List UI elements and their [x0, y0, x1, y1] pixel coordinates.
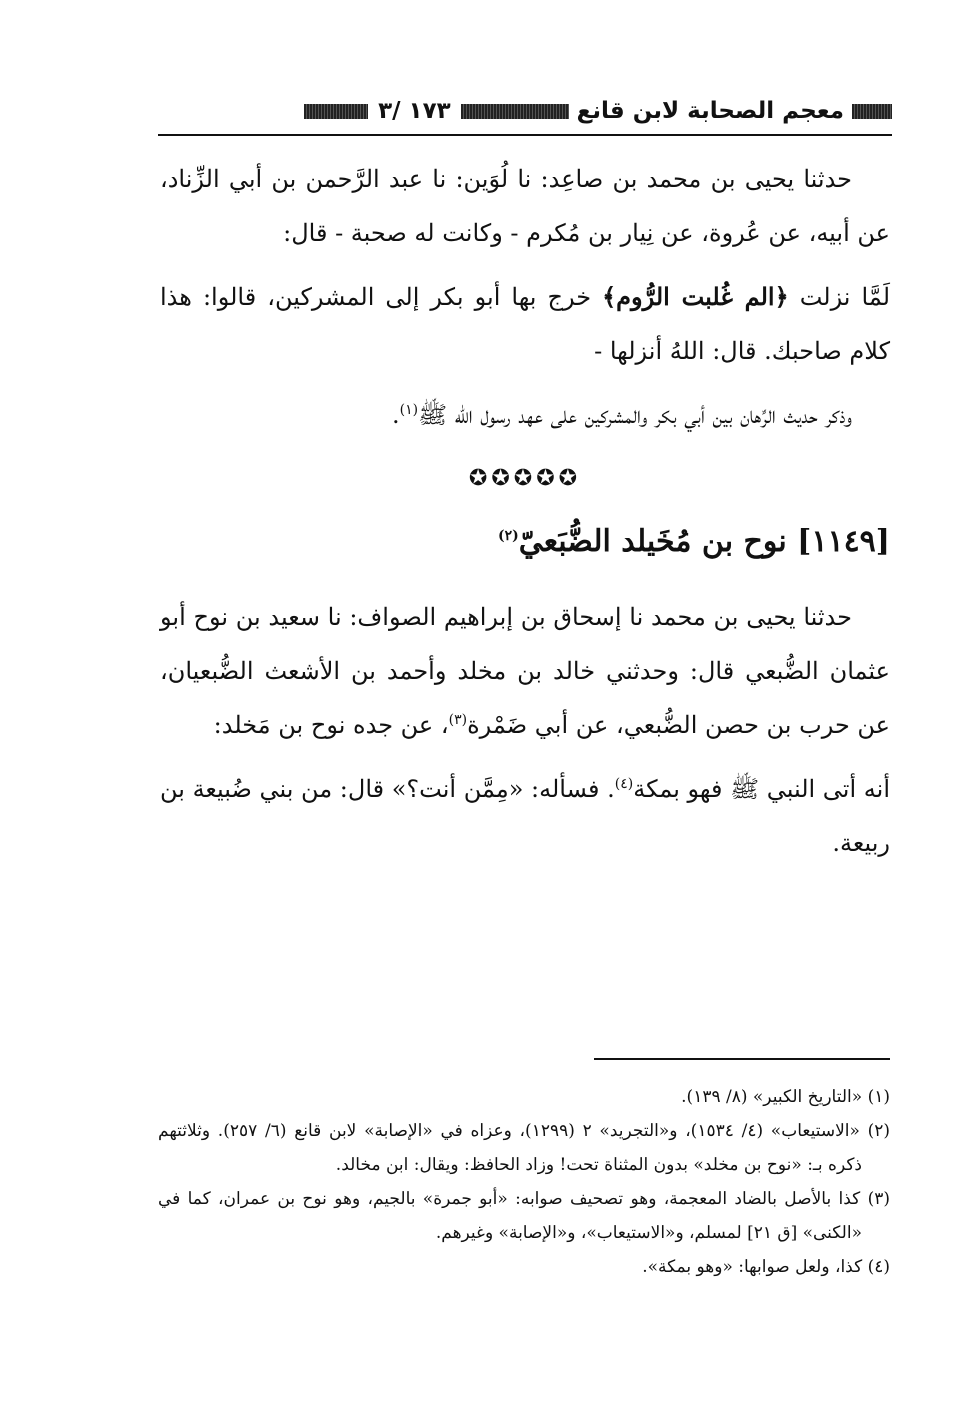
- header-ornament-bar: [461, 104, 569, 119]
- section-separator: ✪✪✪✪✪: [468, 466, 582, 491]
- footnote-rule: [594, 1058, 890, 1060]
- header-ornament-bar: [304, 104, 368, 119]
- paragraph-text: حدثنا يحيى بن محمد بن صاعِد: نا لُوَين: نا عبد الرَّحمن بن أبي الزِّناد، عن أبيه، عن عُروة، عن نِيار بن مُكرم - وكانت له صحبة - قال:: [160, 165, 890, 247]
- hadith-paragraph: [160, 762, 890, 870]
- hadith-paragraph: [160, 270, 890, 378]
- entry-title: [١١٤٩] نوح بن مُخَيلد الضُّبَعيّ: [518, 524, 890, 559]
- footnote-ref: (١): [399, 402, 419, 418]
- paragraph-text: .: [391, 401, 400, 429]
- paragraph-text: خرج بها أبو بكر إلى المشركين، قالوا: هذا كلام صاحبك. قال: اللهُ أنزلها -: [160, 283, 890, 365]
- header-ornament-bar: [852, 104, 892, 119]
- paragraph-text: حدثنا يحيى بن محمد نا إسحاق بن إبراهيم الصواف: نا سعيد بن نوح أبو عثمان الضُّبعي قال: وحدثني خالد بن مخلد وأحمد بن الأشعث الضُّبعيان، عن حرب بن حصن الضُّبعي، عن أبي ضَمْرة: [160, 603, 890, 739]
- footnotes: [158, 1080, 890, 1284]
- paragraph-text: لَمَّا نزلت: [799, 283, 891, 311]
- footnote: (٢) «الاستيعاب» (٤/ ١٥٣٤)، و«التجريد» ٢ (١٢٩٩)، وعزاه في «الإصابة» لابن قانع (٦/ ٢٥٧). وثلاثتهم ذكره بـ: «نوح بن مخلد» بدون المثناة تحت! وزاد الحافظ: ويقال: ابن مخالد.: [158, 1121, 891, 1175]
- footnote-ref: (٢): [498, 528, 519, 544]
- footnote: (٤) كذا، ولعل صوابها: «وهو بمكة».: [642, 1257, 890, 1277]
- header-rule: [158, 134, 892, 136]
- entry-heading: [160, 512, 890, 572]
- paragraph-text: . فسأله: «مِمَّن أنت؟» قال: من بني ضُبيعة بن ربيعة.: [159, 775, 890, 857]
- footnote: (٣) كذا بالأصل بالضاد المعجمة، وهو تصحيف صوابه: «أبو جمرة» بالجيم، وهو نوح بن عمران، كما في «الكنى» [ق ٢١] لمسلم، و«الاستيعاب»، و«الإصابة» وغيرهم.: [158, 1189, 890, 1243]
- paragraph-text: ، عن جده نوح بن مَخلد:: [213, 711, 449, 739]
- main-text: [160, 152, 890, 880]
- note-paragraph: [160, 388, 890, 442]
- isnad-paragraph: [160, 590, 890, 752]
- paragraph-text: وذكر حديث الرِّهان بين أبي بكر والمشركين على عهد رسول الله ﷺ: [418, 401, 852, 429]
- running-header: [158, 88, 892, 134]
- footnote: (١) «التاريخ الكبير» (٨/ ١٣٩).: [681, 1087, 890, 1107]
- footnote-ref: (٣): [448, 712, 468, 728]
- footnote-ref: (٤): [614, 776, 634, 792]
- quran-quote: ﴿الم غُلبت الرُّوم﴾: [602, 282, 789, 311]
- book-title: معجم الصحابة لابن قانع: [576, 98, 844, 124]
- paragraph-text: أنه أتى النبي ﷺ فهو بمكة: [633, 775, 890, 803]
- isnad-paragraph: [160, 152, 890, 260]
- page-number: ١٧٣ /٣: [378, 98, 451, 124]
